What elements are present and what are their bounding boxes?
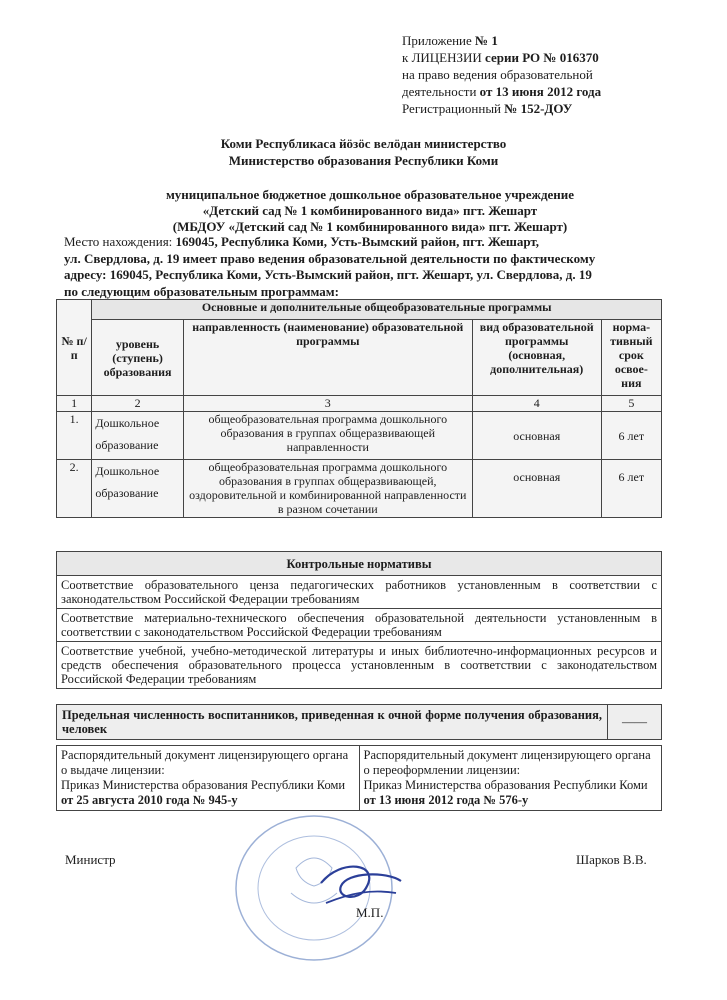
control-item: Соответствие учебной, учебно-методической литературы и иных библиотечно-информационных ресурсов и средств обеспечения образовательного процесса установленным в соответствии с законодательством Российской Федерации требованиям <box>57 642 662 689</box>
col-number-header: № п/п <box>57 300 92 396</box>
institution-type: муниципальное бюджетное дошкольное образовательное учреждение <box>165 187 575 202</box>
authority-documents-table <box>56 745 662 811</box>
ministry-komi-title: Коми Республикаса йӧзӧс велӧдан министерство <box>220 136 507 151</box>
row-term: 6 лет <box>601 412 661 460</box>
capacity-limit-label: Предельная численность воспитанников, приведенная к очной форме получения образования, человек <box>57 705 608 740</box>
reissue-doc-date: от 13 июня 2012 года № 576-у <box>363 793 529 807</box>
license-date: от 13 июня 2012 года <box>479 84 602 99</box>
programs-table <box>56 299 662 518</box>
reissue-doc-order: Приказ Министерства образования Республики Коми <box>363 778 648 792</box>
issue-doc-title: Распорядительный документ лицензирующего органа о выдаче лицензии: <box>61 748 349 777</box>
index-cell: 1 <box>57 396 92 412</box>
row-level: Дошкольное образование <box>92 412 183 460</box>
col-type-header: вид образовательной программы (основная, дополнительная) <box>472 320 601 396</box>
row-type: основная <box>472 460 601 518</box>
col-direction-header: направленность (наименование) образовательной программы <box>183 320 472 396</box>
ministry-russian-title: Министерство образования Республики Коми <box>228 153 499 168</box>
row-number: 2. <box>57 460 92 518</box>
control-standards-table <box>56 551 662 689</box>
official-seal-stamp <box>226 808 406 968</box>
institution-name: «Детский сад № 1 комбинированного вида» пгт. Жешарт <box>202 203 538 218</box>
control-item: Соответствие материально-технического обеспечения образовательной деятельности установленным в соответствии с законодательством Российской Федерации требованиям <box>57 609 662 642</box>
appendix-line1: Приложение <box>402 33 476 48</box>
location-line2: ул. Свердлова, д. 19 имеет право ведения образовательной деятельности по фактическому <box>64 250 596 266</box>
issue-doc-order: Приказ Министерства образования Республики Коми <box>61 778 346 792</box>
issue-document <box>57 746 360 811</box>
appendix-line3: на право ведения образовательной <box>402 67 593 82</box>
index-cell: 4 <box>472 396 601 412</box>
location-label: Место нахождения: <box>64 234 176 249</box>
minister-name: Шарков В.В. <box>576 852 647 867</box>
row-type: основная <box>472 412 601 460</box>
registration-number: № 152-ДОУ <box>504 101 573 116</box>
appendix-line4: деятельности <box>402 84 480 99</box>
col-level-header: уровень (ступень) образования <box>92 320 183 396</box>
index-cell: 5 <box>601 396 661 412</box>
reissue-doc-title: Распорядительный документ лицензирующего органа о переоформлении лицензии: <box>363 748 651 777</box>
location-line1: 169045, Республика Коми, Усть-Вымский район, пгт. Жешарт, <box>175 234 540 249</box>
stamp-place-label: М.П. <box>356 905 384 920</box>
location-block <box>64 234 664 300</box>
table-row <box>57 412 662 460</box>
table-row <box>57 460 662 518</box>
capacity-limit-value: —— <box>608 705 662 740</box>
appendix-line2: к ЛИЦЕНЗИИ <box>402 50 486 65</box>
license-series: серии РО № 016370 <box>485 50 599 65</box>
issue-doc-date: от 25 августа 2010 года № 945-у <box>61 793 238 807</box>
minister-title: Министр <box>65 852 116 867</box>
row-term: 6 лет <box>601 460 661 518</box>
appendix-line5: Регистрационный <box>402 101 505 116</box>
appendix-header <box>402 32 702 117</box>
row-number: 1. <box>57 412 92 460</box>
institution-short-name: (МБДОУ «Детский сад № 1 комбинированного вида» пгт. Жешарт) <box>172 219 568 234</box>
row-direction: общеобразовательная программа дошкольного образования в группах общеразвивающей направленности <box>183 412 472 460</box>
reissue-document <box>359 746 662 811</box>
capacity-limit-table <box>56 704 662 740</box>
programs-group-header: Основные и дополнительные общеобразовательные программы <box>92 300 662 320</box>
row-level: Дошкольное образование <box>92 460 183 518</box>
location-line3: адресу: 169045, Республика Коми, Усть-Вымский район, пгт. Жешарт, ул. Свердлова, д. 19 <box>64 267 592 282</box>
index-cell: 3 <box>183 396 472 412</box>
index-cell: 2 <box>92 396 183 412</box>
control-item: Соответствие образовательного ценза педагогических работников установленным в соответствии с законодательством Российской Федерации требованиям <box>57 576 662 609</box>
row-direction: общеобразовательная программа дошкольного образования в группах общеразвивающей, оздоровительной и комбинированной направленности в разном сочетании <box>183 460 472 518</box>
appendix-number: № 1 <box>475 33 498 48</box>
col-term-header: норма-тивный срок освое-ния <box>601 320 661 396</box>
location-line4: по следующим образовательным программам: <box>64 283 339 299</box>
control-header: Контрольные нормативы <box>57 552 662 576</box>
